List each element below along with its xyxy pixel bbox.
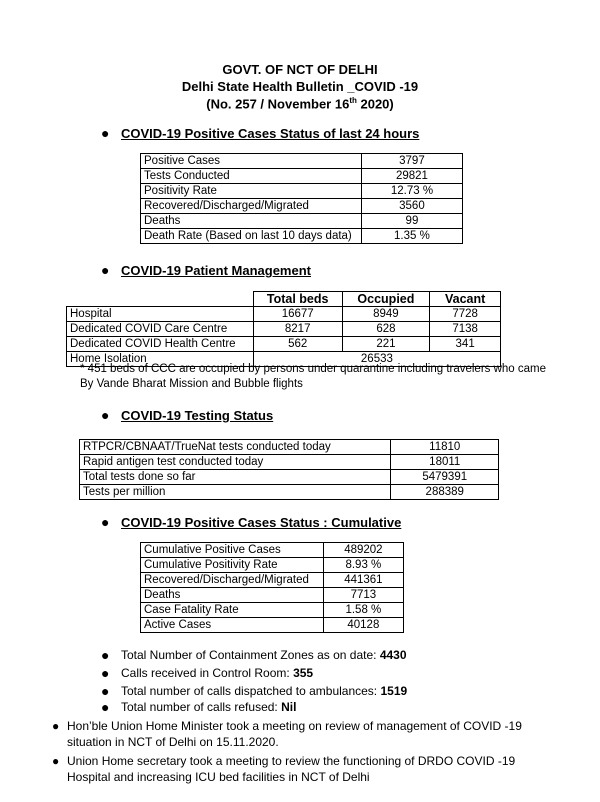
bullet-icon: ● [52, 754, 60, 768]
bullet-icon: ● [101, 514, 110, 530]
table-row: Active Cases 40128 [141, 618, 404, 633]
section-24h-title: COVID-19 Positive Cases Status of last 24 hours [121, 126, 420, 141]
ccc-footnote-line2: By Vande Bharat Mission and Bubble flights [80, 378, 303, 390]
bullet-icon: ● [101, 683, 110, 699]
table-row: Recovered/Discharged/Migrated 3560 [141, 199, 463, 214]
table-24h-status [140, 153, 463, 244]
table-row: Positive Cases 3797 [141, 154, 463, 169]
table-testing-status [79, 439, 499, 500]
table-row: Recovered/Discharged/Migrated 441361 [141, 573, 404, 588]
stat-containment-zones: Total Number of Containment Zones as on date: 4430 [121, 648, 407, 662]
table-patient-management [66, 291, 501, 367]
stat-calls-dispatched: Total number of calls dispatched to ambulances: 1519 [121, 684, 408, 698]
table-row: Home Isolation 26533 [67, 352, 501, 367]
note-union-home-secretary: Union Home secretary took a meeting to review the functioning of DRDO COVID -19 Hospital and increasing ICU bed facilities in NCT of Delhi [67, 754, 516, 784]
table-row: Positivity Rate 12.73 % [141, 184, 463, 199]
bullet-icon: ● [101, 699, 110, 715]
bullet-icon: ● [101, 125, 110, 141]
table-row: Case Fatality Rate 1.58 % [141, 603, 404, 618]
table-row: Deaths 7713 [141, 588, 404, 603]
table-row: Cumulative Positive Cases 489202 [141, 543, 404, 558]
stat-calls-received: Calls received in Control Room: 355 [121, 666, 314, 680]
bullet-icon: ● [101, 407, 110, 423]
bullet-icon: ● [101, 665, 110, 681]
table-row: RTPCR/CBNAAT/TrueNat tests conducted today 11810 [80, 440, 499, 455]
table-header-row: Total beds Occupied Vacant [67, 292, 501, 307]
table-row: Hospital 16677 8949 7728 [67, 307, 501, 322]
bulletin-number-date: (No. 257 / November 16th 2020) [206, 96, 394, 112]
bulletin-title: Delhi State Health Bulletin _COVID -19 [181, 79, 419, 94]
table-row: Deaths 99 [141, 214, 463, 229]
table-row: Tests per million 288389 [80, 485, 499, 500]
section-testing-title: COVID-19 Testing Status [121, 408, 274, 423]
table-row: Dedicated COVID Care Centre 8217 628 7138 [67, 322, 501, 337]
table-row: Total tests done so far 5479391 [80, 470, 499, 485]
section-patient-mgmt-title: COVID-19 Patient Management [121, 263, 311, 278]
note-union-home-minister: Hon’ble Union Home Minister took a meeting on review of management of COVID -19 situation in NCT of Delhi on 15.11.2020. [67, 719, 522, 749]
bullet-icon: ● [101, 262, 110, 278]
table-row: Rapid antigen test conducted today 18011 [80, 455, 499, 470]
bullet-icon: ● [101, 647, 110, 663]
ccc-footnote-line1: * 451 beds of CCC are occupied by persons under quarantine including travelers who came [80, 363, 547, 375]
section-cumulative-title: COVID-19 Positive Cases Status : Cumulative [121, 515, 402, 530]
table-row: Cumulative Positivity Rate 8.93 % [141, 558, 404, 573]
table-cumulative-status [140, 542, 404, 633]
table-row: Death Rate (Based on last 10 days data) 1.35 % [141, 229, 463, 244]
stat-calls-refused: Total number of calls refused: Nil [121, 700, 297, 714]
bulletin-org-title: GOVT. OF NCT OF DELHI [222, 62, 378, 77]
table-row: Dedicated COVID Health Centre 562 221 341 [67, 337, 501, 352]
table-row: Tests Conducted 29821 [141, 169, 463, 184]
bullet-icon: ● [52, 719, 60, 733]
